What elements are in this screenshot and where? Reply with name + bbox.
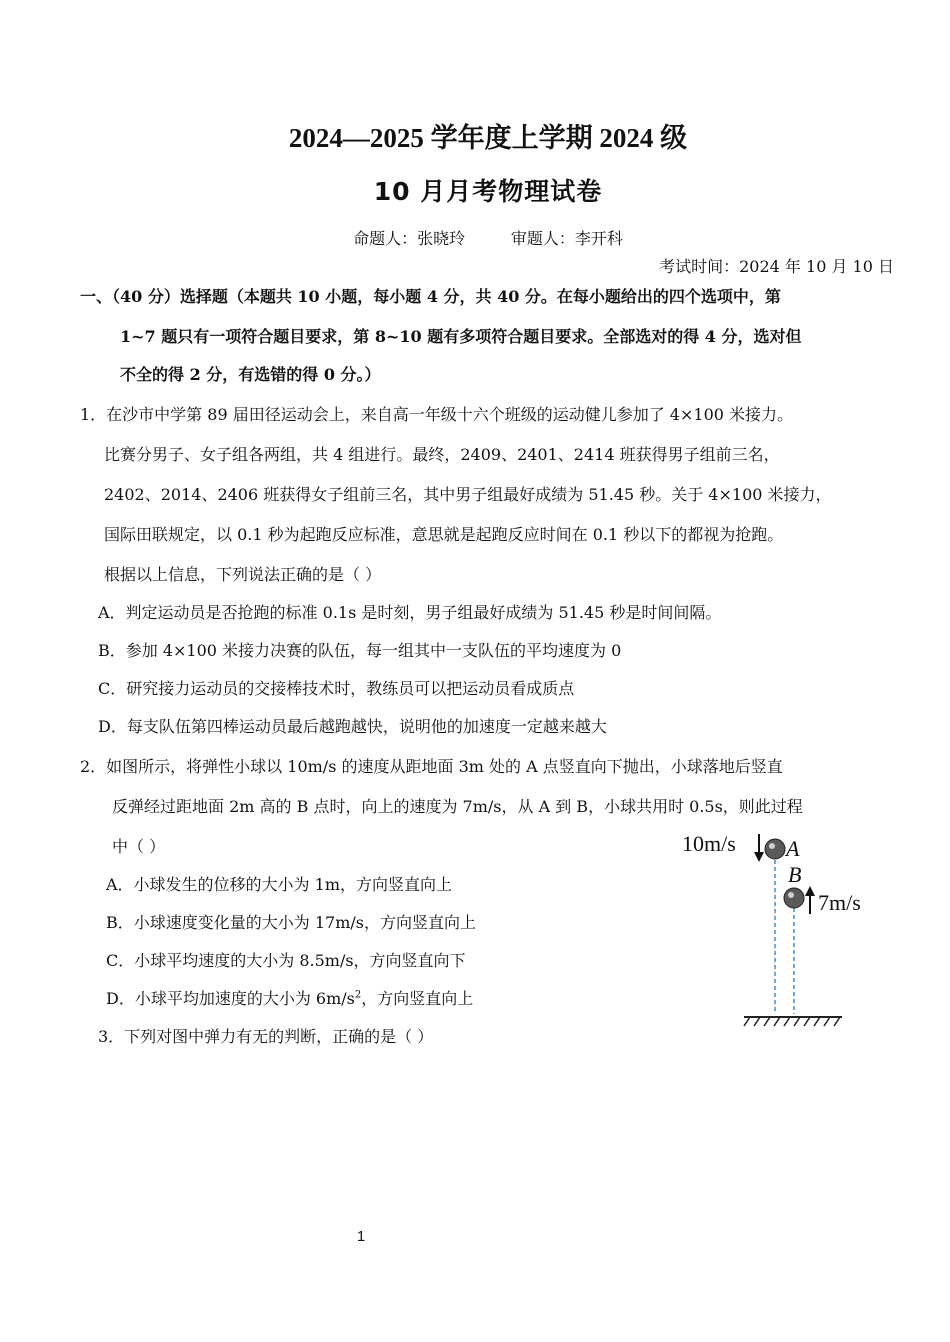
q2-stem-line: 中（ ） xyxy=(112,837,166,856)
q1-stem-line: 比赛分男子、女子组各两组，共 4 组进行。最终，2409、2401、2414 班获得男子组前三名， xyxy=(104,445,780,464)
q2-option-a: A．小球发生的位移的大小为 1m，方向竖直向上 xyxy=(106,875,452,894)
q1-option-d: D．每支队伍第四棒运动员最后越跑越快，说明他的加速度一定越来越大 xyxy=(98,717,607,736)
section-heading-line1: 一、（40 分）选择题（本题共 10 小题，每小题 4 分，共 40 分。在每小题给出的四个选项中，第 xyxy=(80,287,781,306)
point-b-label: B xyxy=(788,862,802,887)
q2-option-d xyxy=(106,986,473,1009)
author-label: 命题人：张晓玲 xyxy=(353,229,466,248)
q1-option-a: A．判定运动员是否抢跑的标准 0.1s 是时刻，男子组最好成绩为 51.45 秒是时间间隔。 xyxy=(98,603,722,622)
q1-option-c: C．研究接力运动员的交接棒技术时，教练员可以把运动员看成质点 xyxy=(98,679,575,698)
arrow-down-icon xyxy=(754,852,764,862)
page-number: 1 xyxy=(356,1228,366,1245)
q2-option-d-text: D．小球平均加速度的大小为 6m/s xyxy=(106,989,355,1008)
arrow-up-icon xyxy=(805,886,815,896)
q1-stem-line: 根据以上信息，下列说法正确的是（ ） xyxy=(104,565,382,584)
section-heading-line3: 不全的得 2 分，有选错的得 0 分。） xyxy=(120,365,381,384)
section-heading-line2: 1~7 题只有一项符合题目要求，第 8~10 题有多项符合题目要求。全部选对的得 4 分，选对但 xyxy=(120,327,802,346)
exam-time: 考试时间：2024 年 10 月 10 日 xyxy=(659,257,894,276)
exam-title-line2: 10 月月考物理试卷 xyxy=(373,177,603,206)
q1-stem-line: 1．在沙市中学第 89 届田径运动会上，来自高一年级十六个班级的运动健儿参加了 4×100 米接力。 xyxy=(80,405,794,424)
q2-option-d-superscript: 2 xyxy=(354,989,362,1001)
q2-stem-line: 反弹经过距地面 2m 高的 B 点时，向上的速度为 7m/s，从 A 到 B，小球共用时 0.5s，则此过程 xyxy=(112,797,803,816)
q2-option-d-direction: ，方向竖直向上 xyxy=(361,989,474,1008)
velocity-b-label: 7m/s xyxy=(818,890,861,915)
ball-bounce-figure xyxy=(680,826,880,1036)
ball-a-highlight-icon xyxy=(769,843,775,849)
q2-option-c: C．小球平均速度的大小为 8.5m/s，方向竖直向下 xyxy=(106,951,466,970)
q2-option-b: B．小球速度变化量的大小为 17m/s，方向竖直向上 xyxy=(106,913,476,932)
q3-stem: 3．下列对图中弹力有无的判断，正确的是（ ） xyxy=(98,1027,434,1046)
ground-hatching xyxy=(744,1017,840,1026)
q1-stem-line: 2402、2014、2406 班获得女子组前三名，其中男子组最好成绩为 51.45 秒。关于 4×100 米接力， xyxy=(104,485,832,504)
reviewer-label: 审题人：李开科 xyxy=(510,229,623,248)
q2-stem-line: 2．如图所示，将弹性小球以 10m/s 的速度从距地面 3m 处的 A 点竖直向下抛出，小球落地后竖直 xyxy=(80,757,783,776)
ball-a-icon xyxy=(765,839,785,859)
q1-option-b: B．参加 4×100 米接力决赛的队伍，每一组其中一支队伍的平均速度为 0 xyxy=(98,641,622,660)
exam-title-line1: 2024—2025 学年度上学期 2024 级 xyxy=(288,123,688,153)
q1-stem-line: 国际田联规定，以 0.1 秒为起跑反应标准，意思就是起跑反应时间在 0.1 秒以下的都视为抢跑。 xyxy=(104,525,784,544)
velocity-a-label: 10m/s xyxy=(682,831,736,856)
point-a-label: A xyxy=(786,836,800,861)
authors-line xyxy=(0,226,950,249)
ball-bounce-diagram xyxy=(680,826,880,1036)
ball-b-icon xyxy=(784,888,804,908)
ball-b-highlight-icon xyxy=(788,892,794,898)
